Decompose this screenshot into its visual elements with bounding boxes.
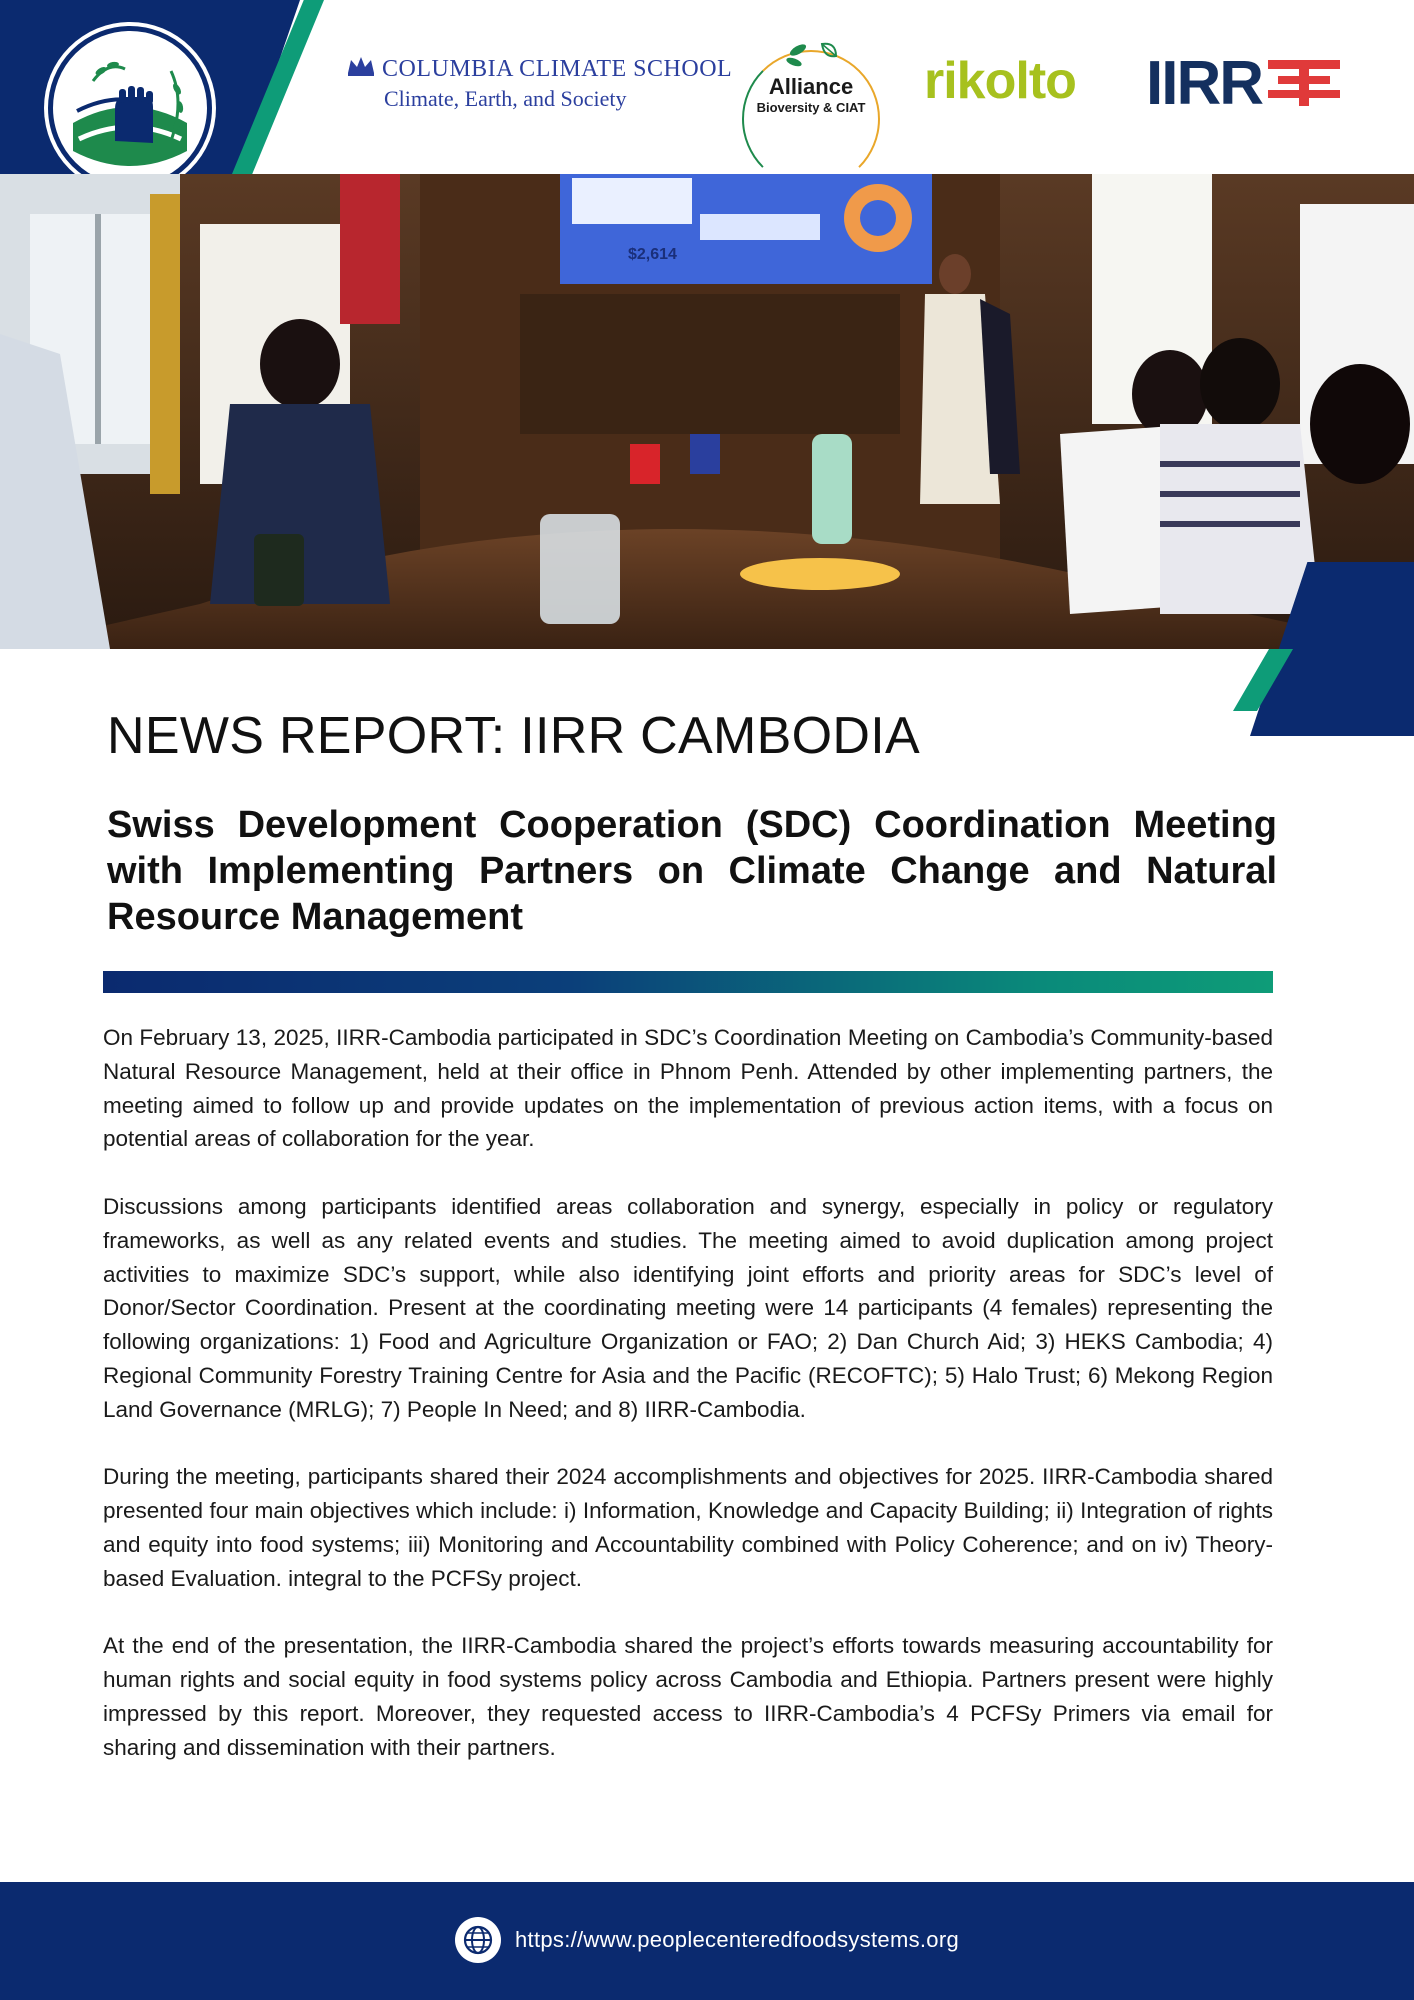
iirr-mark-icon <box>1266 56 1342 112</box>
rikolto-logo-text: rikolto <box>924 52 1076 110</box>
leaf-icon <box>782 40 842 76</box>
alliance-logo-name: Alliance <box>768 74 854 99</box>
iirr-logo-text: IIRR <box>1146 49 1262 118</box>
page-header <box>0 0 1414 174</box>
globe-icon <box>455 1917 501 1963</box>
columbia-logo-line2: Climate, Earth, and Society <box>384 86 627 111</box>
gradient-divider <box>103 971 1273 993</box>
body-paragraph-3: During the meeting, participants shared their 2024 accomplishments and objectives for 2025. IIRR-Cambodia shared presented four main objectives which include: i) Information, Knowledge and Capacity Building; ii) Integration of rights and equity into food systems; iii) Monitoring and Accountability combined with Policy Coherence; and on iv) Theory-based Evaluation. integral to the PCFSy project. <box>103 1464 1273 1591</box>
report-headline: Swiss Development Cooperation (SDC) Coordination Meeting with Implementing Partners on Climate Change and Natural Resource Management <box>107 804 1277 938</box>
rikolto-logo <box>924 52 1110 125</box>
alliance-bioversity-ciat-logo <box>740 40 882 116</box>
report-body <box>103 1021 1273 1798</box>
emblem-icon <box>48 26 212 190</box>
iirr-logo <box>1146 48 1342 119</box>
website-link[interactable]: https://www.peoplecenteredfoodsystems.org <box>515 1927 959 1952</box>
body-paragraph-4: At the end of the presentation, the IIRR-Cambodia shared the project’s efforts towards measuring accountability for human rights and social equity in food systems policy across Cambodia and Ethiopia. Partners present were highly impressed by this report. Moreover, they requested access to IIRR-Cambodia’s 4 PCFSy Primers via email for sharing and dissemination with their partners. <box>103 1633 1273 1760</box>
body-paragraph-1: On February 13, 2025, IIRR-Cambodia participated in SDC’s Coordination Meeting on Cambodia’s Community-based Natural Resource Management, held at their office in Phnom Penh. Attended by other implementing partners, the meeting aimed to follow up and provide updates on the implementation of previous action items, with a focus on potential areas of collaboration for the year. <box>103 1025 1273 1152</box>
alliance-logo-sub: Bioversity & CIAT <box>756 100 866 115</box>
screen-value: $2,614 <box>628 246 677 263</box>
columbia-climate-school-logo <box>346 55 732 112</box>
page-footer <box>0 1882 1414 2000</box>
meeting-photo <box>0 174 1414 649</box>
body-paragraph-2: Discussions among participants identified areas collaboration and synergy, especially in policy or regulatory frameworks, as well as any related events and studies. The meeting aimed to avoid duplication among project activities to maximize SDC’s support, while also identifying joint efforts and priority areas for SDC’s level of Donor/Sector Coordination. Present at the coordinating meeting were 14 participants (4 females) representing the following organizations: 1) Food and Agriculture Organization or FAO; 2) Dan Church Aid; 3) HEKS Cambodia; 4) Regional Community Forestry Training Centre for Asia and the Pacific (RECOFTC); 5) Halo Trust; 6) Mekong Region Land Governance (MRLG); 7) People In Need; and 8) IIRR-Cambodia. <box>103 1193 1273 1422</box>
crown-icon <box>346 55 376 84</box>
columbia-logo-line1: COLUMBIA CLIMATE SCHOOL <box>382 56 733 82</box>
report-kicker: NEWS REPORT: IIRR CAMBODIA <box>107 707 920 765</box>
